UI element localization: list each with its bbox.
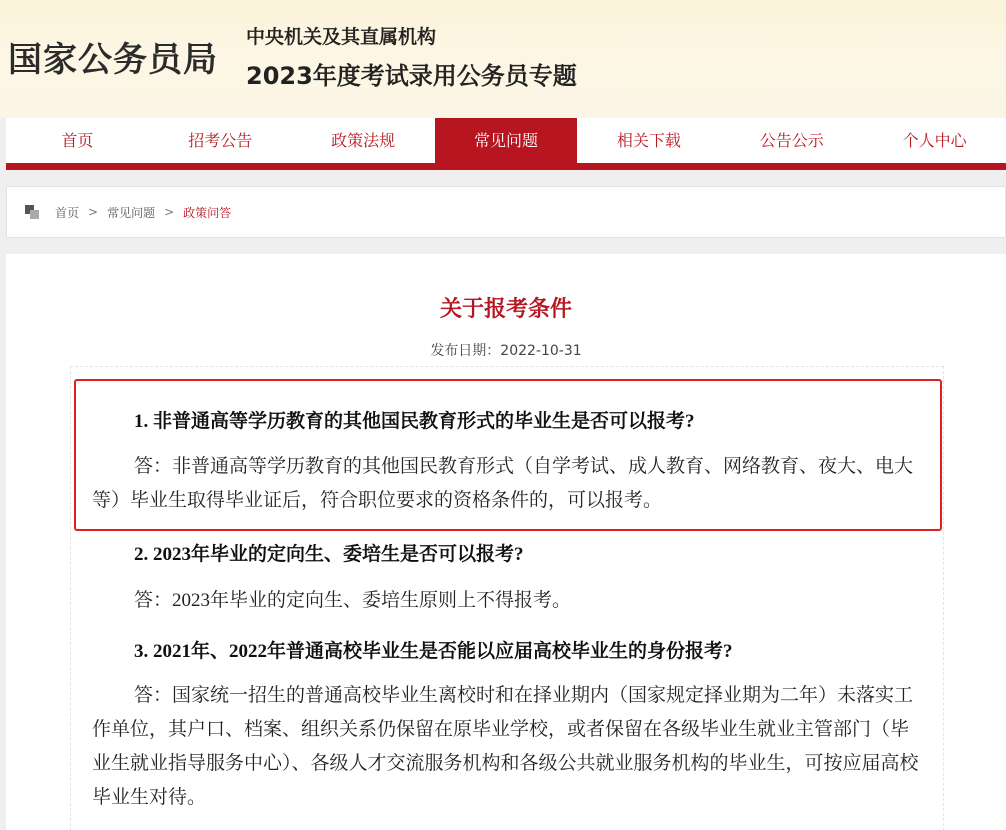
question-1: 1. 非普通高等学历教育的其他国民教育形式的毕业生是否可以报考?: [134, 411, 695, 432]
answer-2: 答：2023年毕业的定向生、委培生原则上不得报考。: [134, 590, 572, 611]
header-subtitle-org: 中央机关及其直属机构: [246, 26, 437, 48]
breadcrumb-home[interactable]: 首页: [55, 205, 80, 220]
breadcrumb-faq[interactable]: 常见问题: [107, 205, 156, 220]
header-subtitle-topic: 2023年度考试录用公务员专题: [246, 62, 577, 90]
nav-item-announcements[interactable]: 招考公告: [188, 131, 253, 150]
breadcrumb-separator: >: [88, 205, 99, 219]
question-2: 2. 2023年毕业的定向生、委培生是否可以报考?: [134, 544, 524, 565]
breadcrumb-current: 政策问答: [183, 205, 232, 220]
breadcrumb: [6, 186, 1006, 238]
location-icon: [25, 205, 41, 219]
nav-item-home[interactable]: 首页: [61, 131, 94, 150]
breadcrumb-separator: >: [164, 205, 175, 219]
site-header: [0, 0, 1006, 118]
nav-item-personal-center[interactable]: 个人中心: [902, 131, 967, 150]
nav-item-policies[interactable]: 政策法规: [331, 131, 396, 150]
nav-item-faq[interactable]: 常见问题: [435, 118, 578, 163]
answer-3: 答：国家统一招生的普通高校毕业生离校时和在择业期内（国家规定择业期为二年）未落实工作单位，其户口、档案、组织关系仍保留在原毕业学校，或者保留在各级毕业生就业主管部门（毕业生就业指导服务中心）、各级人才交流服务机构和各级公共就业服务机构的毕业生，可按应届高校毕业生对待。: [92, 685, 919, 808]
site-logo[interactable]: 国家公务员局: [8, 40, 218, 80]
publish-date: 发布日期：2022-10-31: [430, 343, 582, 359]
answer-1: 答：非普通高等学历教育的其他国民教育形式（自学考试、成人教育、网络教育、夜大、电大等）毕业生取得毕业证后，符合职位要求的资格条件的，可以报考。: [92, 456, 914, 511]
question-3: 3. 2021年、2022年普通高校毕业生是否能以应届高校毕业生的身份报考?: [134, 641, 733, 662]
main-nav: [6, 118, 1006, 163]
nav-item-downloads[interactable]: 相关下载: [616, 131, 681, 150]
article-container: [6, 254, 1006, 830]
nav-divider: [6, 163, 1006, 170]
nav-item-notices[interactable]: 公告公示: [759, 131, 824, 150]
article-title: 关于报考条件: [439, 297, 572, 322]
